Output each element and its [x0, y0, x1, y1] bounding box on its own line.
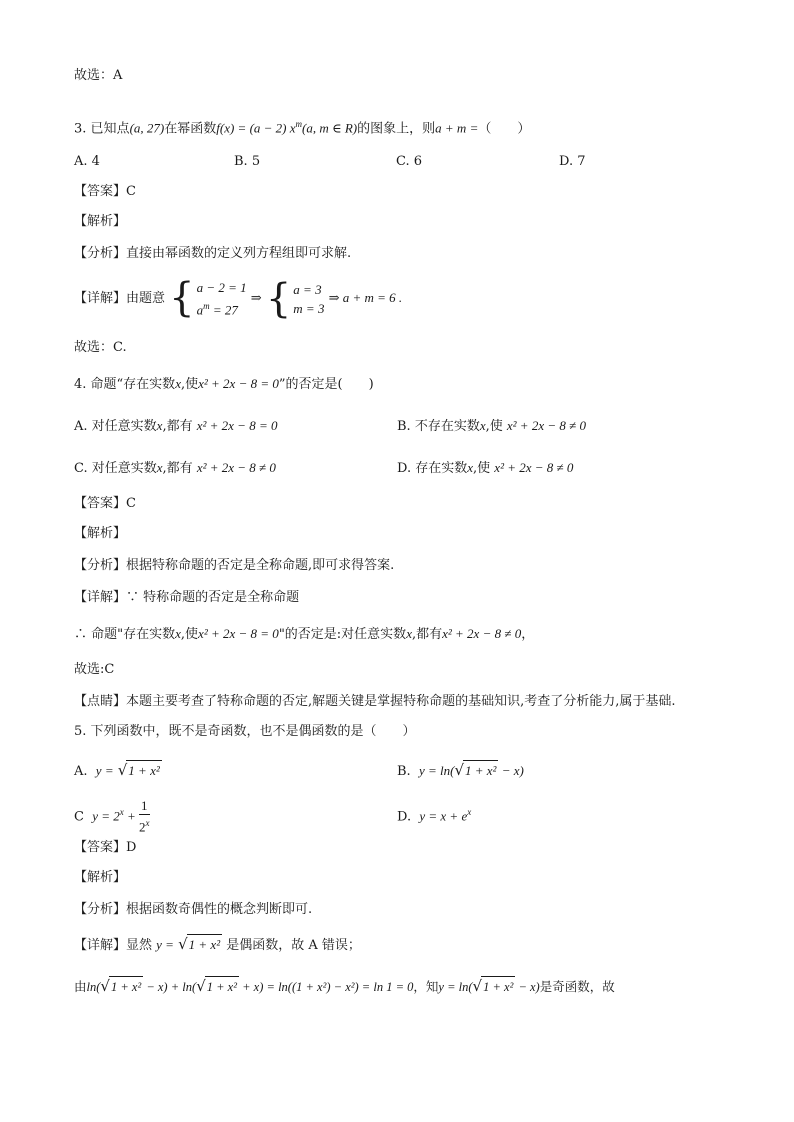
q4-choice: 故选:C [74, 662, 115, 677]
q4-option-a: A. 对任意实数x,都有 x² + 2x − 8 = 0 [74, 418, 278, 434]
q3-fenxi: 【分析】直接由幂函数的定义列方程组即可求解. [74, 246, 352, 261]
q4-var: x [175, 376, 181, 391]
q5-stem: 5. 下列函数中，既不是奇函数，也不是偶函数的是（ ） [74, 724, 416, 739]
q4-conclusion: ∴ 命题"存在实数x,使x² + 2x − 8 = 0"的否定是:对任意实数x,都有x² + 2x − 8 ≠ 0， [74, 626, 535, 642]
q3-option-a: A. 4 [74, 154, 100, 169]
q3-option-c: C. 6 [396, 154, 423, 169]
q3-xiangjie [74, 276, 402, 321]
q3-stem-c: 的图象上，则 [357, 121, 436, 137]
q3-stem [74, 114, 530, 139]
q5-fenxi: 【分析】根据函数奇偶性的概念判断即可. [74, 902, 313, 917]
q4-stem [74, 374, 374, 395]
q5-xiangjie: 【详解】显然 y = √1 + x² 是偶函数，故 A 错误； [74, 935, 361, 953]
q4-option-d: D. 存在实数x,使 x² + 2x − 8 ≠ 0 [397, 460, 574, 476]
q3-arrow: ⇒ [250, 291, 262, 306]
q4-eq: x² + 2x − 8 = 0 [198, 376, 279, 391]
fraction: $\frac{1}{2^x}$ [139, 798, 150, 835]
q2-choice: 故选：A [74, 68, 123, 83]
q3-xiangjie-label: 【详解】由题意 [74, 291, 166, 306]
q3-sys1-a: a − 2 = 1 [196, 279, 247, 295]
q3-system-1 [169, 275, 247, 322]
q5-answer: 【答案】D [74, 840, 137, 855]
q4-stem-b: ,使 [180, 377, 199, 392]
q3-number: 3. [74, 121, 87, 137]
q3-sys2-b: m = 3 [293, 300, 325, 316]
q3-paren: （ ） [478, 121, 531, 137]
q3-ask: a + m = [435, 120, 479, 136]
q4-analysis: 【解析】 [74, 526, 127, 541]
q5-option-b: B. y = ln(√1 + x² − x) [397, 761, 524, 779]
q3-option-d: D. 7 [559, 154, 586, 169]
q5-last-line: 由ln(√1 + x² − x) + ln(√1 + x² + x) = ln((1 + x²) − x²) = ln 1 = 0，知y = ln(√1 + x² − x)是奇函数，故 [74, 977, 615, 995]
q3-answer: 【答案】C [74, 184, 136, 199]
q3-result: ⇒ a + m = 6 . [328, 290, 403, 305]
q3-point: (a, 27) [129, 120, 165, 136]
q4-dianjing: 【点睛】本题主要考查了特称命题的否定,解题关键是掌握特称命题的基础知识,考查了分析能力,属于基础. [74, 694, 676, 709]
q4-xiangjie: 【详解】∵ 特称命题的否定是全称命题 [74, 590, 300, 605]
q3-stem-a: 已知点 [90, 121, 130, 137]
q3-sys2-a: a = 3 [293, 281, 322, 297]
q5-analysis: 【解析】 [74, 870, 127, 885]
q4-stem-c: ”的否定是( ) [278, 377, 374, 392]
left-brace: { [169, 275, 195, 322]
q5-option-d: D. $y = x + e^x$ [397, 807, 472, 825]
q4-answer: 【答案】C [74, 496, 136, 511]
left-brace: { [265, 275, 292, 322]
q3-cond: (a, m ∈ R) [302, 120, 358, 136]
q3-system-2 [265, 275, 325, 322]
q3-option-b: B. 5 [234, 154, 261, 169]
q3-func-exp: m [295, 119, 303, 129]
q4-stem-a: 4. 命题“存在实数 [74, 377, 176, 392]
q3-choice: 故选：C. [74, 340, 127, 355]
q4-fenxi: 【分析】根据特称命题的否定是全称命题,即可求得答案. [74, 558, 395, 573]
q5-option-c: C $y = 2^x$ + $\frac{1}{2^x}$ [74, 798, 150, 835]
q3-sys1-b: $a^m = 27$ [196, 300, 238, 318]
q3-stem-b: 在幂函数 [164, 121, 217, 137]
q3-func: f(x) = (a − 2) x [216, 120, 296, 136]
q5-option-a: A. y = √1 + x² [74, 761, 160, 779]
q4-option-b: B. 不存在实数x,使 x² + 2x − 8 ≠ 0 [397, 418, 587, 434]
q3-analysis: 【解析】 [74, 214, 127, 229]
q4-option-c: C. 对任意实数x,都有 x² + 2x − 8 ≠ 0 [74, 460, 276, 476]
